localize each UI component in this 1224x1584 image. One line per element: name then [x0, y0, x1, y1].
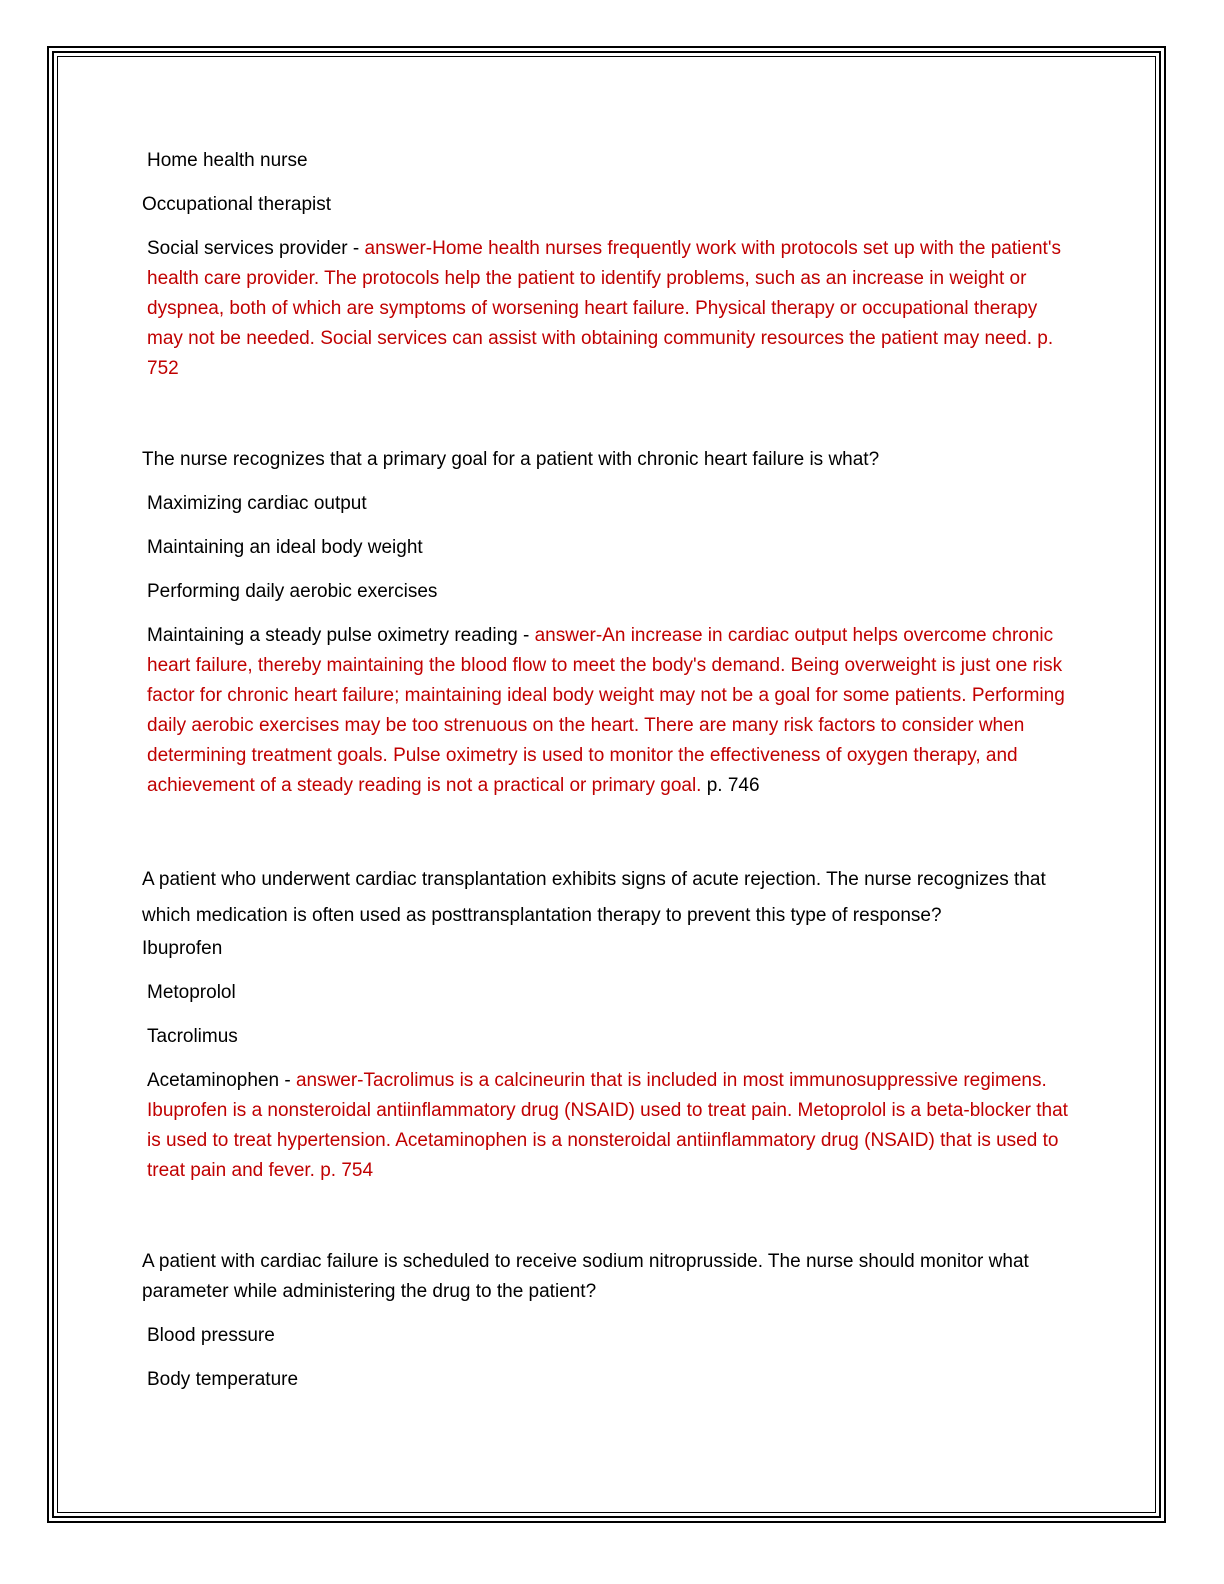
page-reference: p. 746	[706, 775, 760, 796]
option-text: Acetaminophen	[147, 1070, 280, 1091]
option-text: Maintaining an ideal body weight	[147, 537, 423, 558]
option-text: Metoprolol	[147, 982, 236, 1003]
separator: -	[347, 238, 365, 259]
answer-text: answer-An increase in cardiac output helps overcome chronic heart failure, thereby maintaining the blood flow to meet the body's demand. Being overweight is just one risk factor for chronic heart failure; maintaining ideal body weight may not be a goal for some patients. Performing daily aerobic exercises may be too strenuous on the heart. There are many risk factors to consider when determining treatment goals. Pulse oximetry is used to monitor the effectiveness of oxygen therapy, and achievement of a steady reading is not a practical or primary goal.	[147, 625, 1065, 796]
document-body	[142, 146, 1072, 1409]
option-text: Tacrolimus	[147, 1026, 238, 1047]
option-text: Body temperature	[147, 1369, 299, 1390]
answer-text: answer-Tacrolimus is a calcineurin that is included in most immunosuppressive regimens. Ibuprofen is a nonsteroidal antiinflammatory drug (NSAID) used to treat pain. Metoprolol is a beta-blocker that is used to treat hypertension. Acetaminophen is a nonsteroidal antiinflammatory drug (NSAID) that is used to treat pain and fever. p. 754	[147, 1070, 1068, 1181]
option-text: Maintaining a steady pulse oximetry reading	[147, 625, 518, 646]
answer-text: answer-Home health nurses frequently work with protocols set up with the patient's health care provider. The protocols help the patient to identify problems, such as an increase in weight or dyspnea, both of which are symptoms of worsening heart failure. Physical therapy or occupational therapy may not be needed. Social services can assist with obtaining community resources the patient may need. p. 752	[147, 238, 1061, 379]
question-text: A patient who underwent cardiac transplantation exhibits signs of acute rejection. The nurse recognizes that which medication is often used as posttransplantation therapy to prevent this type of response?	[142, 869, 1046, 926]
question-text: A patient with cardiac failure is scheduled to receive sodium nitroprusside. The nurse should monitor what parameter while administering the drug to the patient?	[142, 1251, 1029, 1302]
answer-paragraph	[142, 1066, 1072, 1186]
separator: -	[279, 1070, 296, 1091]
answer-paragraph	[142, 621, 1072, 801]
option-text: Maximizing cardiac output	[147, 493, 367, 514]
option-text: Home health nurse	[147, 150, 308, 171]
option-text: Occupational therapist	[142, 194, 332, 215]
answer-paragraph	[142, 234, 1072, 384]
question-text: The nurse recognizes that a primary goal for a patient with chronic heart failure is what?	[142, 449, 880, 470]
separator: -	[517, 625, 535, 646]
option-text: Ibuprofen	[142, 938, 223, 959]
option-text: Social services provider	[147, 238, 348, 259]
option-text: Performing daily aerobic exercises	[147, 581, 438, 602]
option-text: Blood pressure	[147, 1325, 275, 1346]
